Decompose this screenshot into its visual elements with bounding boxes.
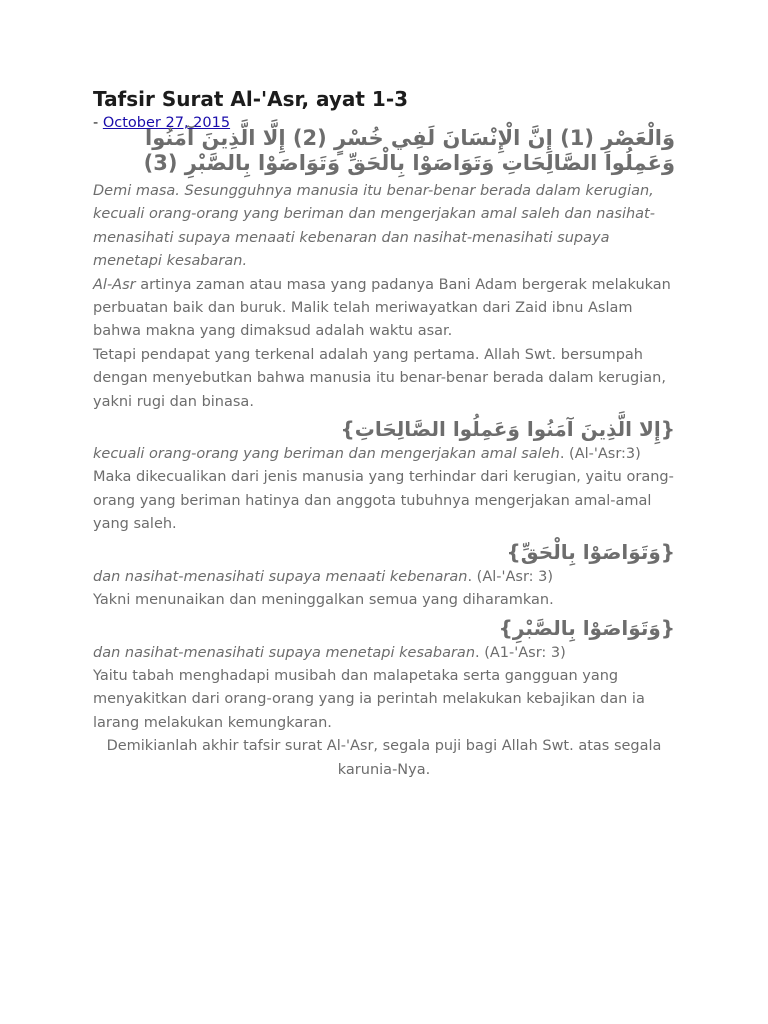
- al-asr-term: Al-Asr: [93, 276, 136, 293]
- verse1-translation: kecuali orang-orang yang beriman dan mengerjakan amal saleh: [93, 446, 560, 463]
- al-asr-explanation-text: artinya zaman atau masa yang padanya Bani Adam bergerak melakukan perbuatan baik dan buruk. Malik telah meriwayatkan dari Zaid ibnu Aslam bahwa makna yang dimaksud adalah waktu asar.: [93, 276, 671, 340]
- verse3-translation-line: [93, 642, 675, 665]
- verse3-reference: . (A1-'Asr: 3): [475, 644, 566, 661]
- verse2-arabic: {وَتَوَاصَوْا بِالْحَقِّ}: [506, 539, 675, 564]
- article: [93, 86, 675, 782]
- verse1-commentary: Maka dikecualikan dari jenis manusia yang terhindar dari kerugian, yaitu orang-orang yang beriman hatinya dan anggota tubuhnya mengerjakan amal-amal yang saleh.: [93, 469, 674, 533]
- opinion-paragraph: Tetapi pendapat yang terkenal adalah yang pertama. Allah Swt. bersumpah dengan menyebutkan bahwa manusia itu benar-benar berada dalam kerugian, yakni rugi dan binasa.: [93, 346, 666, 410]
- verse1-arabic: {إِلا الَّذِينَ آمَنُوا وَعَمِلُوا الصَّالِحَاتِ}: [340, 417, 675, 442]
- al-asr-explanation: [93, 274, 675, 344]
- verse3-commentary: Yaitu tabah menghadapi musibah dan malapetaka serta gangguan yang menyakitkan dari orang-orang yang ia perintah melakukan kebajikan dan ia larang melakukan kemungkaran.: [93, 667, 645, 731]
- date-prefix: -: [93, 115, 103, 131]
- arabic-surah-text: وَالْعَصْرِ (1) إِنَّ الْإِنْسَانَ لَفِي خُسْرٍ (2) إِلَّا الَّذِينَ آمَنُوا وَعَمِلُوا الصَّالِحَاتِ وَتَوَاصَوْا بِالْحَقِّ وَتَوَاصَوْا بِالصَّبْرِ (3): [143, 126, 675, 175]
- post-title: Tafsir Surat Al-'Asr, ayat 1-3: [93, 87, 409, 111]
- verse2-reference: . (Al-'Asr: 3): [467, 568, 554, 585]
- surah-translation: Demi masa. Sesungguhnya manusia itu benar-benar berada dalam kerugian, kecuali orang-orang yang beriman dan mengerjakan amal saleh dan nasihat-menasihati supaya menaati kebenaran dan nasihat-menasihati supaya menetapi kesabaran.: [93, 183, 655, 270]
- verse3-translation: dan nasihat-menasihati supaya menetapi kesabaran: [93, 644, 476, 661]
- verse2-translation-line: [93, 566, 675, 589]
- verse1-reference: . (Al-'Asr:3): [559, 446, 641, 463]
- verse3-arabic: {وَتَوَاصَوْا بِالصَّبْرِ}: [498, 615, 675, 640]
- verse1-translation-line: [93, 443, 675, 466]
- post-date-link[interactable]: October 27, 2015: [102, 115, 231, 131]
- verse2-translation: dan nasihat-menasihati supaya menaati kebenaran: [93, 568, 468, 585]
- closing-paragraph: Demikianlah akhir tafsir surat Al-'Asr, segala puji bagi Allah Swt. atas segala karunia-Nya.: [106, 738, 662, 778]
- verse2-commentary: Yakni menunaikan dan meninggalkan semua yang diharamkan.: [93, 592, 554, 609]
